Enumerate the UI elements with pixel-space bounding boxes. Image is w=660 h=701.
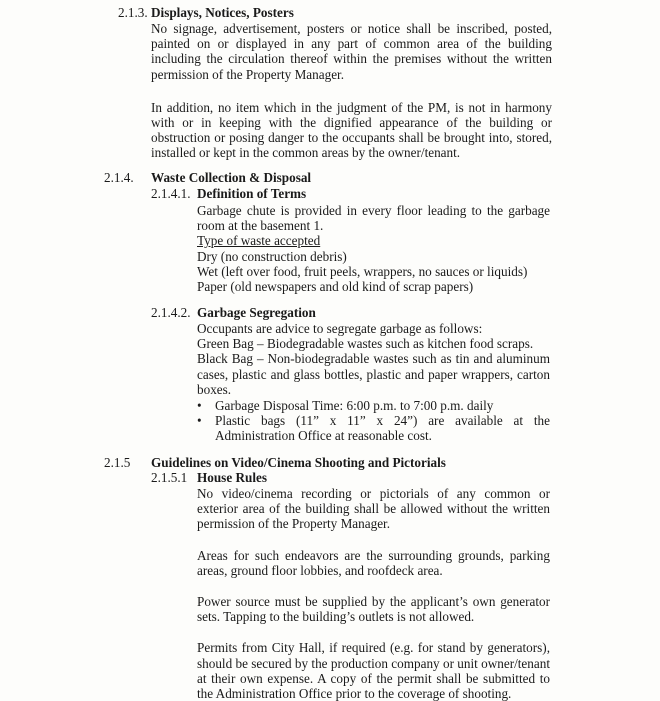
paragraph-garbage-chute: Garbage chute is provided in every floor leading to the garbage room at the basement 1. — [197, 203, 550, 234]
waste-type-wet: Wet (left over food, fruit peels, wrappers, no sauces or liquids) — [197, 263, 528, 279]
section-number-2-1-5: 2.1.5 — [104, 455, 131, 470]
section-body-definition — [197, 203, 550, 294]
section-number-2-1-5-1: 2.1.5.1 — [151, 470, 188, 485]
list-item — [197, 398, 550, 413]
bullet-icon: • — [197, 398, 202, 414]
section-heading-garbage-segregation: Garbage Segregation — [197, 305, 316, 320]
section-heading-displays: Displays, Notices, Posters — [151, 5, 294, 20]
section-body-segregation — [197, 321, 550, 444]
paragraph-areas: Areas for such endeavors are the surrounding grounds, parking areas, ground floor lobbies, and roofdeck area. — [197, 547, 550, 578]
section-heading-waste: Waste Collection & Disposal — [151, 170, 312, 185]
paragraph-recording-permission: No video/cinema recording or pictorials of any common or exterior area of the building shall be allowed without the written permission of the Property Manager. — [197, 486, 550, 532]
list-item — [197, 413, 550, 443]
section-number-2-1-4-1: 2.1.4.1. — [151, 186, 191, 201]
bullet-icon: • — [197, 413, 202, 429]
paragraph-segregation-intro: Occupants are advice to segregate garbage as follows: — [197, 321, 483, 336]
section-body-displays — [151, 21, 552, 161]
waste-types-heading: Type of waste accepted — [197, 233, 321, 249]
section-number-2-1-4: 2.1.4. — [104, 170, 134, 185]
bullet-disposal-time: Garbage Disposal Time: 6:00 p.m. to 7:00 p.m. daily — [215, 398, 494, 414]
paragraph-black-bag: Black Bag – Non-biodegradable wastes such as tin and aluminum cases, plastic and glass bottles, plastic and paper wrappers, carton boxes. — [197, 351, 550, 397]
paragraph-signage: No signage, advertisement, posters or notice shall be inscribed, posted, painted on or displayed in any part of common area of the building including the circulation thereof within the premises without the written permission of the Property Manager. — [151, 21, 552, 82]
paragraph-green-bag: Green Bag – Biodegradable wastes such as kitchen food scraps. — [197, 336, 534, 352]
paragraph-permits: Permits from City Hall, if required (e.g. for stand by generators), should be secured by the production company or unit owner/tenant at their own expense. A copy of the permit shall be submitted to the Administration Office prior to the coverage of shooting. — [197, 640, 550, 701]
section-heading-house-rules: House Rules — [197, 470, 267, 485]
section-number-2-1-4-2: 2.1.4.2. — [151, 305, 191, 320]
paragraph-dignified-appearance: In addition, no item which in the judgment of the PM, is not in harmony with or in keeping with the dignified appearance of the building or obstruction or posing danger to the occupants shall be brought into, stored, installed or kept in the common areas by the owner/tenant. — [151, 99, 552, 161]
waste-type-paper: Paper (old newspapers and old kind of scrap papers) — [197, 279, 474, 295]
section-number-2-1-3: 2.1.3. — [118, 5, 148, 20]
section-heading-definition-of-terms: Definition of Terms — [197, 186, 307, 201]
segregation-bullet-list — [197, 398, 550, 444]
section-body-house-rules — [197, 486, 550, 701]
waste-type-dry: Dry (no construction debris) — [197, 248, 347, 264]
paragraph-power-source: Power source must be supplied by the applicant’s own generator sets. Tapping to the building’s outlets is not allowed. — [197, 594, 550, 625]
section-heading-video-shooting: Guidelines on Video/Cinema Shooting and Pictorials — [151, 455, 446, 470]
bullet-plastic-bags: Plastic bags (11” x 11” x 24”) are available at the Administration Office at reasonable cost. — [215, 413, 550, 444]
